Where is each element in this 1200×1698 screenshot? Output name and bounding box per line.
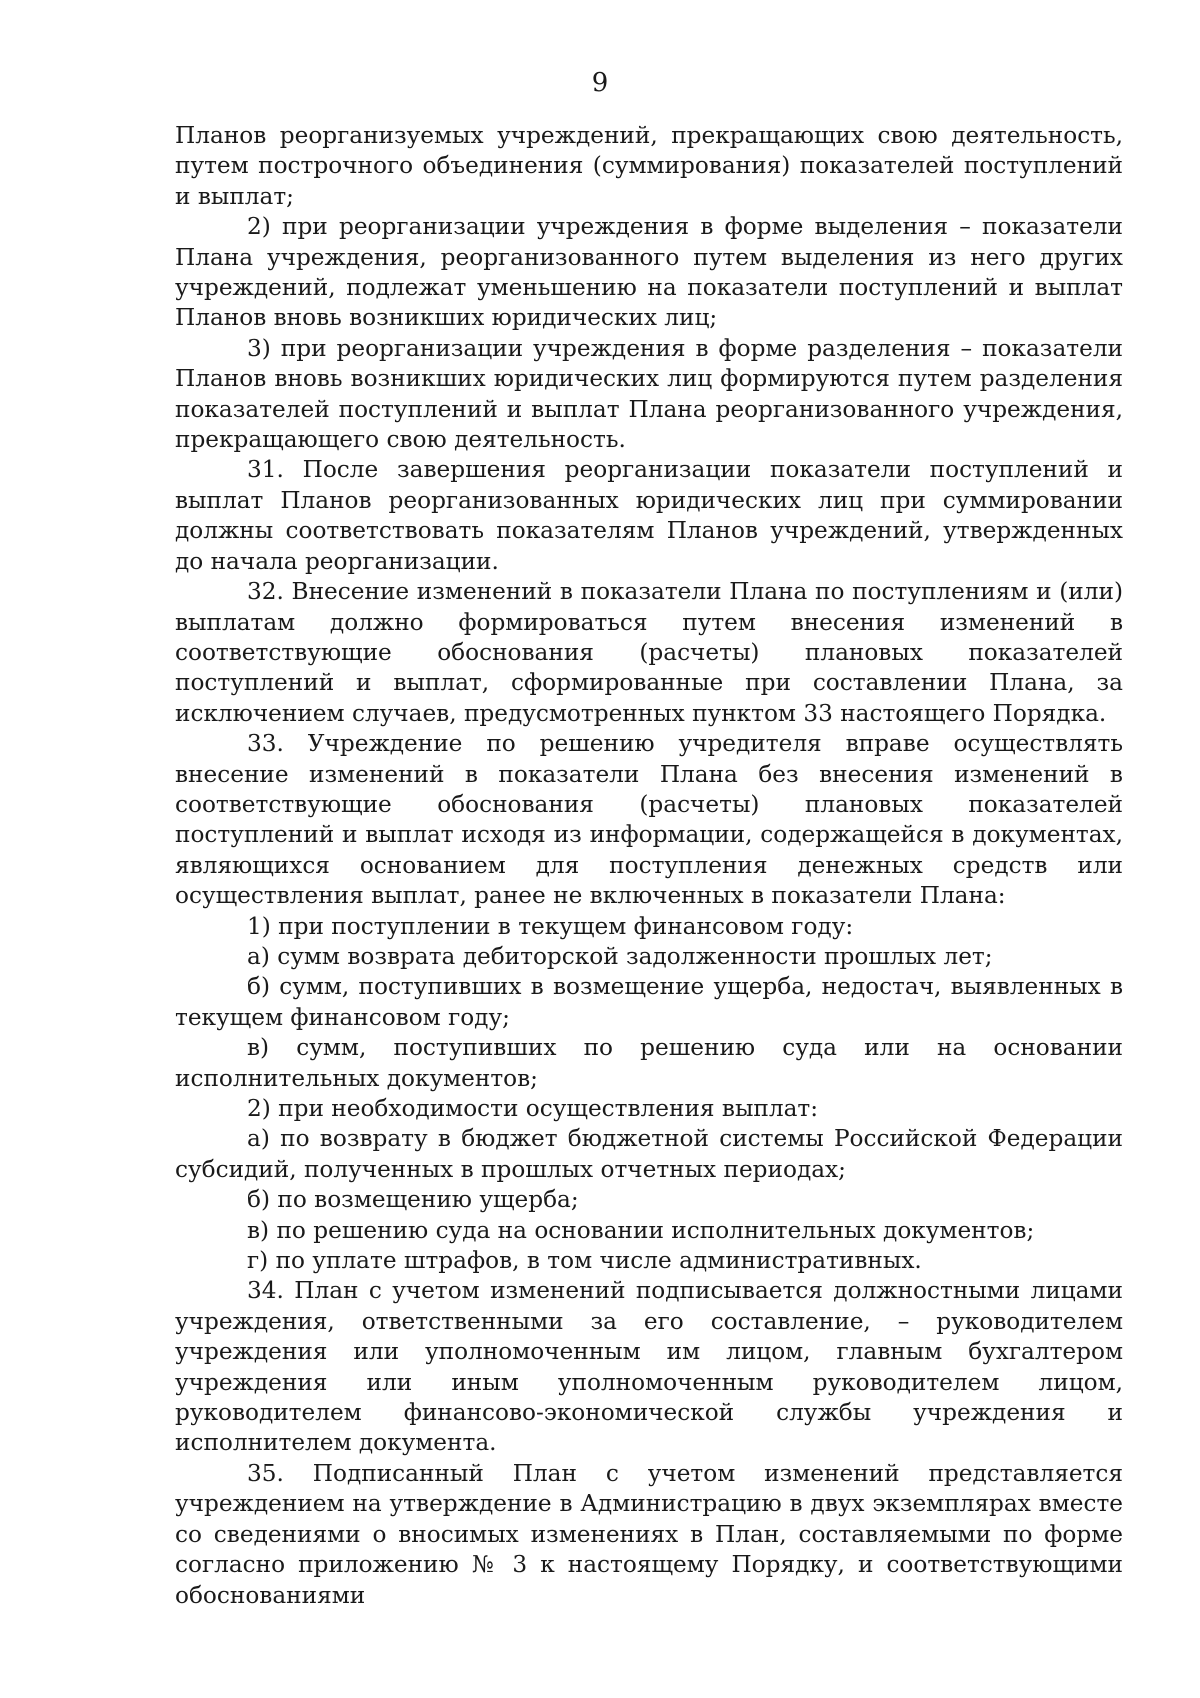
paragraph-31: 31. После завершения реорганизации показатели поступлений и выплат Планов реорганизованных юридических лиц при суммировании должны соответствовать показателям Планов учреждений, утвержденных до начала реорганизации. [175,456,1123,575]
paragraph-item-2-separation: 2) при реорганизации учреждения в форме выделения – показатели Плана учреждения, реорганизованного путем выделения из него других учреждений, подлежат уменьшению на показатели поступлений и выплат Планов вновь возникших юридических лиц; [175,213,1123,332]
paragraph-33-item-2a: а) по возврату в бюджет бюджетной системы Российской Федерации субсидий, полученных в прошлых отчетных периодах; [175,1125,1123,1183]
paragraph-33-item-1c: в) сумм, поступивших по решению суда или на основании исполнительных документов; [175,1034,1123,1092]
paragraph-33-item-2c: в) по решению суда на основании исполнительных документов; [247,1216,1035,1244]
paragraph-33-item-1: 1) при поступлении в текущем финансовом году: [247,912,854,940]
paragraph-32: 32. Внесение изменений в показатели Плана по поступлениям и (или) выплатам должно формироваться путем внесения изменений в соответствующие обоснования (расчеты) плановых показателей поступлений и выплат, сформированные при составлении Плана, за исключением случаев, предусмотренных пунктом 33 настоящего Порядка. [175,578,1123,727]
paragraph-continuation: Планов реорганизуемых учреждений, прекращающих свою деятельность, путем построчного объединения (суммирования) показателей поступлений и выплат; [175,122,1123,210]
paragraph-33-item-1b: б) сумм, поступивших в возмещение ущерба, недостач, выявленных в текущем финансовом году; [175,973,1123,1031]
paragraph-34: 34. План с учетом изменений подписывается должностными лицами учреждения, ответственными за его составление, – руководителем учреждения или уполномоченным им лицом, главным бухгалтером учреждения или иным уполномоченным руководителем лицом, руководителем финансово-экономической службы учреждения и исполнителем документа. [175,1277,1123,1457]
paragraph-item-3-division: 3) при реорганизации учреждения в форме разделения – показатели Планов вновь возникших юридических лиц формируются путем разделения показателей поступлений и выплат Плана реорганизованного учреждения, прекращающего свою деятельность. [175,334,1123,454]
paragraph-35: 35. Подписанный План с учетом изменений представляется учреждением на утверждение в Администрацию в двух экземплярах вместе со сведениями о вносимых изменениях в План, составляемыми по форме согласно приложению № 3 к настоящему Порядку, и соответствующими обоснованиями [175,1459,1123,1609]
paragraph-33-item-1a: а) сумм возврата дебиторской задолженности прошлых лет; [247,942,993,970]
paragraph-33-item-2b: б) по возмещению ущерба; [247,1186,579,1214]
paragraph-33-item-2d: г) по уплате штрафов, в том числе административных. [247,1247,922,1275]
paragraph-33-item-2: 2) при необходимости осуществления выплат: [247,1095,819,1122]
document-body [175,121,1123,1611]
page-number: 9 [591,68,609,98]
paragraph-33: 33. Учреждение по решению учредителя вправе осуществлять внесение изменений в показатели Плана без внесения изменений в соответствующие обоснования (расчеты) плановых показателей поступлений и выплат исходя из информации, содержащейся в документах, являющихся основанием для поступления денежных средств или осуществления выплат, ранее не включенных в показатели Плана: [175,730,1123,910]
